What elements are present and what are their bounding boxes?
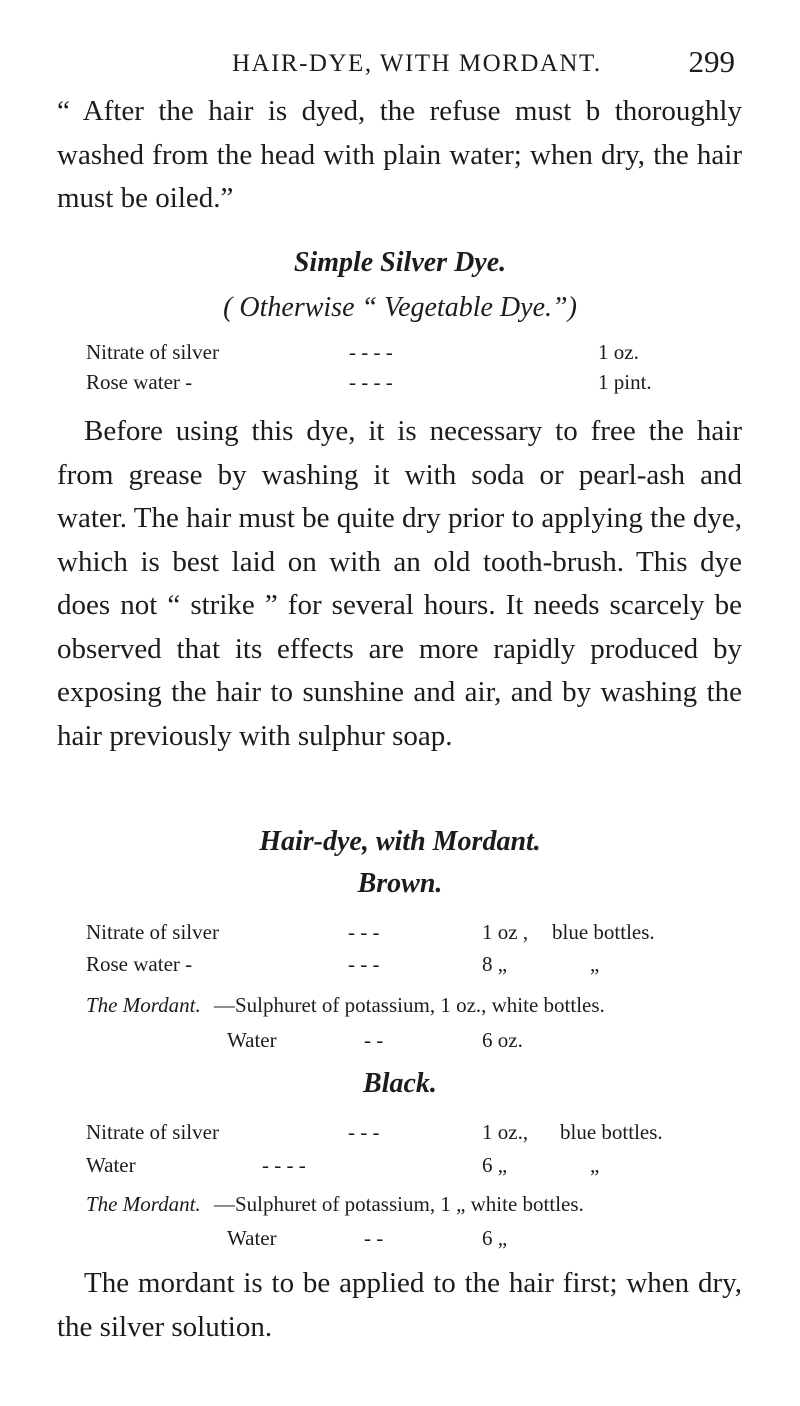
mordant-label: The Mordant. bbox=[86, 1192, 201, 1216]
silver-dye-title: Simple Silver Dye. bbox=[293, 247, 507, 278]
ingredient-dashes: - - bbox=[364, 1028, 384, 1052]
ingredient-qty: 1 pint. bbox=[598, 370, 652, 394]
ingredient-note: „ bbox=[590, 1153, 600, 1177]
ingredient-name: Water bbox=[227, 1028, 277, 1052]
ingredient-qty: 1 oz , bbox=[482, 920, 529, 944]
ingredient-qty: 8 „ bbox=[482, 952, 508, 976]
ingredient-note: blue bottles. bbox=[552, 920, 655, 944]
mordant-text: —Sulphuret of potassium, 1 „ white bottles. bbox=[214, 1192, 584, 1216]
ingredient-note: „ bbox=[590, 952, 600, 976]
ingredient-dashes: - - - - bbox=[262, 1153, 306, 1177]
intro-paragraph: “ After the hair is dyed, the refuse must b thoroughly washed from the head with plain water; when dry, the hair must be oiled.” bbox=[57, 95, 742, 214]
ingredient-dashes: - - - bbox=[348, 1120, 380, 1144]
ingredient-dashes: - - - - bbox=[349, 370, 393, 394]
ingredient-dashes: - - - - bbox=[349, 340, 393, 364]
mordant-dye-title: Hair-dye, with Mordant. bbox=[259, 826, 541, 857]
closing-paragraph: The mordant is to be applied to the hair first; when dry, the silver solution. bbox=[57, 1267, 742, 1343]
ingredient-qty: 1 oz. bbox=[598, 340, 639, 364]
ingredient-dashes: - - bbox=[364, 1226, 384, 1250]
mordant-text: —Sulphuret of potassium, 1 oz., white bottles. bbox=[214, 993, 605, 1017]
ingredient-name: Water bbox=[86, 1153, 136, 1177]
ingredient-dashes: - - - bbox=[348, 952, 380, 976]
ingredient-dashes: - - - bbox=[348, 920, 380, 944]
brown-title: Brown. bbox=[357, 868, 443, 899]
ingredient-name: Water bbox=[227, 1226, 277, 1250]
ingredient-name: Rose water - bbox=[86, 952, 193, 976]
ingredient-note: blue bottles. bbox=[560, 1120, 663, 1144]
silver-dye-subtitle: ( Otherwise “ Vegetable Dye.”) bbox=[223, 292, 577, 323]
ingredient-qty: 6 „ bbox=[482, 1153, 508, 1177]
page-number: 299 bbox=[688, 44, 735, 79]
silver-dye-instructions: Before using this dye, it is necessary to free the hair from grease by washing it with soda or pearl-ash and water. The hair must be quite dry prior to applying the dye, which is best laid on with an old tooth-brush. This dye does not “ strike ” for several hours. It needs scarcely be observed that its effects are more rapidly produced by exposing the hair to sunshine and air, and by washing the hair previously with sulphur soap. bbox=[57, 415, 742, 752]
mordant-label: The Mordant. bbox=[86, 993, 201, 1017]
ingredient-qty: 6 „ bbox=[482, 1226, 508, 1250]
ingredient-name: Nitrate of silver bbox=[86, 1120, 219, 1144]
running-head: HAIR-DYE, WITH MORDANT. bbox=[232, 50, 602, 77]
ingredient-qty: 1 oz., bbox=[482, 1120, 529, 1144]
black-title: Black. bbox=[363, 1068, 437, 1099]
ingredient-qty: 6 oz. bbox=[482, 1028, 523, 1052]
ingredient-name: Nitrate of silver bbox=[86, 340, 219, 364]
ingredient-name: Nitrate of silver bbox=[86, 920, 219, 944]
ingredient-name: Rose water - bbox=[86, 370, 193, 394]
